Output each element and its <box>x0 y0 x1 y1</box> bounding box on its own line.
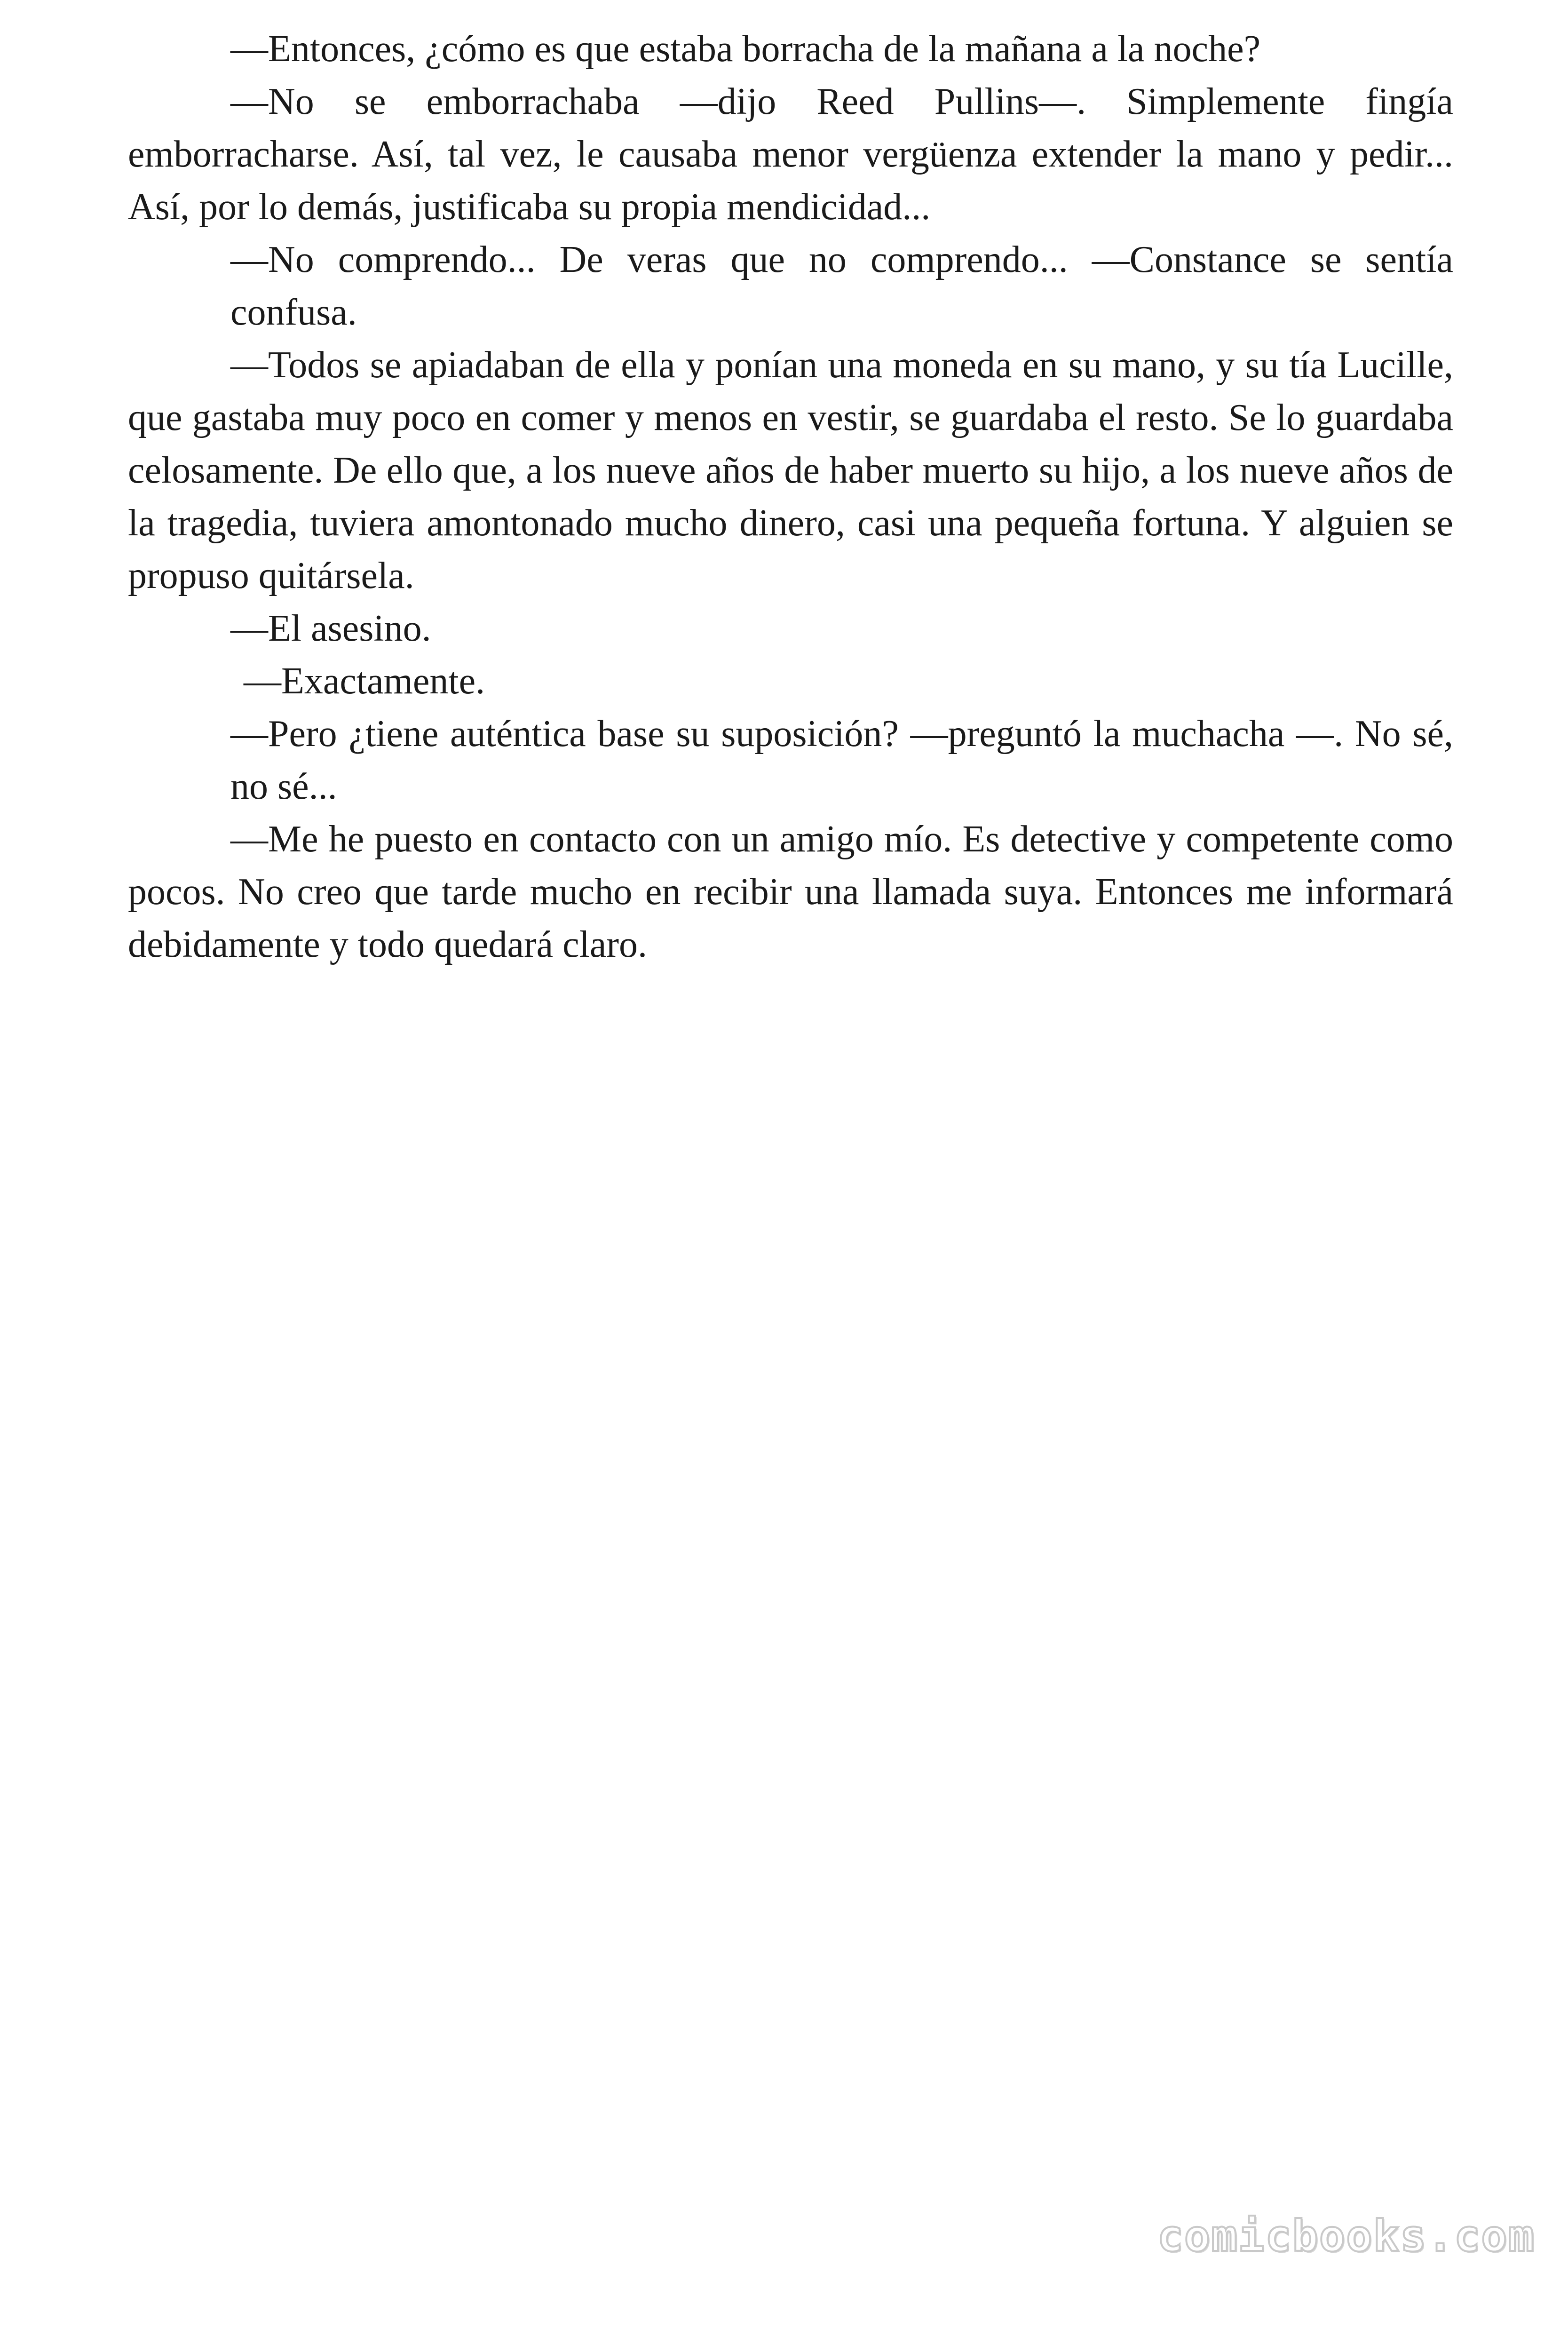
paragraph-5: —El asesino. <box>230 608 431 649</box>
paragraph-6: —Exactamente. <box>244 660 485 702</box>
paragraph-2: —No se emborrachaba —dijo Reed Pullins—. Simplemente fingía emborracharse. Así, tal vez, le causaba menor vergüenza extender la mano y pedir... Así, por lo demás, justificaba su propia mendicidad... <box>128 81 1453 228</box>
page-body <box>128 23 1453 971</box>
paragraph-8: —Me he puesto en contacto con un amigo mío. Es detective y competente como pocos. No creo que tarde mucho en recibir una llamada suya. Entonces me informará debidamente y todo quedará claro. <box>128 818 1453 965</box>
paragraph-4: —Todos se apiadaban de ella y ponían una moneda en su mano, y su tía Lucille, que gastaba muy poco en comer y menos en vestir, se guardaba el resto. Se lo guardaba celosamente. De ello que, a los nueve años de haber muerto su hijo, a los nueve años de la tragedia, tuviera amontonado mucho dinero, casi una pequeña fortuna. Y alguien se propuso quitársela. <box>128 344 1453 596</box>
paragraph-3: —No comprendo... De veras que no comprendo... —Constance se sentía confusa. <box>230 239 1453 333</box>
paragraph-1: —Entonces, ¿cómo es que estaba borracha de la mañana a la noche? <box>230 28 1261 70</box>
paragraph-7: —Pero ¿tiene auténtica base su suposición? —preguntó la muchacha —. No sé, no sé... <box>230 713 1453 807</box>
watermark-logo: comicbooks.com <box>1157 2211 1535 2261</box>
